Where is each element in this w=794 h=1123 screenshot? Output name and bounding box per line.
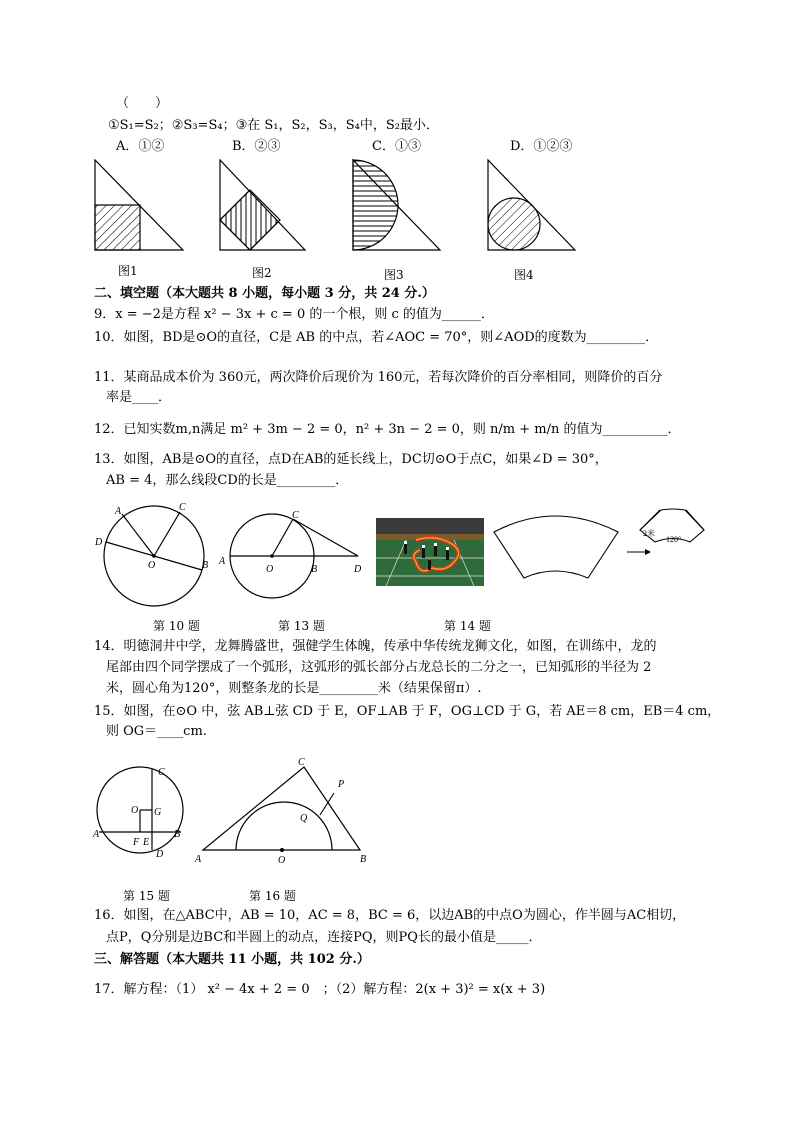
caption-q16: 第 16 题 <box>249 889 296 903</box>
question-15-line-1: 15．如图，在⊙O 中，弦 AB⊥弦 CD 于 E，OF⊥AB 于 F，OG⊥CD 于 G，若 AE＝8 cm，EB＝4 cm， <box>94 704 721 719</box>
option-d: D．①②③ <box>510 139 573 154</box>
caption-q10: 第 10 题 <box>153 619 200 633</box>
question-14-line-2: 尾部由四个同学摆成了一个弧形，这弧形的弧长部分占龙总长的二分之一，已知弧形的半径为 2 <box>106 660 652 675</box>
question-11-line-2: 率是____． <box>106 390 172 405</box>
q13-label-b: B <box>311 564 318 575</box>
q8-figures <box>0 150 794 280</box>
q16-label-a: A <box>195 854 202 865</box>
question-12: 12．已知实数m,n满足 m² + 3m − 2 = 0，n² + 3n − 2 = 0，则 n/m + m/n 的值为__________． <box>94 422 681 437</box>
figure-q10 <box>94 502 208 606</box>
question-16-line-2: 点P，Q分别是边BC和半圆上的动点，连接PQ，则PQ长的最小值是_____． <box>106 930 542 945</box>
caption-q13: 第 13 题 <box>278 619 325 633</box>
q15-label-a: A <box>93 829 100 840</box>
question-13-line-2: AB = 4，那么线段CD的长是_________． <box>106 473 349 488</box>
figure-q16 <box>194 757 366 866</box>
q15-label-b: B <box>174 829 181 840</box>
q13-label-a: A <box>219 556 226 567</box>
q15-label-e: E <box>143 837 150 848</box>
figure-3-caption: 图3 <box>384 268 404 282</box>
question-14-line-3: 米，圆心角为120°，则整条龙的长是_________米（结果保留π）. <box>106 681 482 696</box>
caption-q14: 第 14 题 <box>444 619 491 633</box>
figure-1-caption: 图1 <box>118 264 138 278</box>
q10-label-d: D <box>95 537 103 548</box>
figure-2-caption: 图2 <box>252 266 272 280</box>
q16-label-b: B <box>360 854 367 865</box>
question-17: 17．解方程：（1） x² − 4x + 2 = 0 ；（2）解方程：2(x + 3)² = x(x + 3) <box>94 982 546 997</box>
section-3-heading: 三、解答题（本大题共 11 小题，共 102 分.） <box>94 952 370 967</box>
q15-label-c: C <box>158 767 165 778</box>
figure-2 <box>220 160 305 250</box>
q13-label-d: D <box>354 564 362 575</box>
figure-3 <box>353 160 440 250</box>
q8-options: ①S₁=S₂；②S₃=S₄；③在 S₁，S₂，S₃，S₄中，S₂最小． <box>108 118 439 133</box>
question-11-line-1: 11．某商品成本价为 360元，两次降价后现价为 160元，若每次降价的百分率相同，则降价的百分 <box>94 370 663 385</box>
question-10: 10．如图，BD是⊙O的直径，C是 AB 的中点，若∠AOC = 70°，则∠AOD的度数为_________． <box>94 330 659 345</box>
sector-radius-label: 2米 <box>643 529 655 538</box>
question-14-line-1: 14．明德洞井中学，龙舞腾盛世，强健学生体魄，传承中华传统龙狮文化，如图，在训练中，龙的 <box>94 639 657 654</box>
q10-label-a: A <box>115 506 122 517</box>
question-15-line-2: 则 OG＝____cm. <box>106 724 207 739</box>
question-13-line-1: 13．如图，AB是⊙O的直径，点D在AB的延长线上，DC切⊙O于点C，如果∠D = 30°， <box>94 452 608 467</box>
q10-label-b: B <box>202 560 209 571</box>
dragon-dance-photo <box>376 518 484 586</box>
q16-label-c: C <box>298 757 305 768</box>
q13-label-o: O <box>266 564 274 575</box>
caption-q15: 第 15 题 <box>123 889 170 903</box>
sector-angle-label: 120° <box>666 535 682 544</box>
figure-q14-sectors <box>494 509 704 578</box>
q10-label-o: O <box>148 560 156 571</box>
option-c: C．①③ <box>372 139 421 154</box>
question-9: 9．x = −2是方程 x² − 3x + c = 0 的一个根，则 c 的值为______． <box>94 307 494 322</box>
q10-label-c: C <box>179 502 186 513</box>
figure-4-caption: 图4 <box>514 268 534 282</box>
section-2-heading: 二、填空题（本大题共 8 小题，每小题 3 分，共 24 分.） <box>94 286 435 301</box>
q16-label-q: Q <box>300 813 308 824</box>
figure-q13 <box>218 510 362 598</box>
q15-label-f: F <box>133 837 140 848</box>
q15-label-o: O <box>131 805 139 816</box>
option-b: B．②③ <box>232 139 281 154</box>
q16-label-o: O <box>278 855 286 866</box>
q15-q16-figures <box>0 755 794 865</box>
q16-label-p: P <box>338 779 345 790</box>
question-16-line-1: 16．如图，在△ABC中，AB = 10，AC = 8，BC = 6，以边AB的中点O为圆心，作半圆与AC相切， <box>94 908 686 923</box>
q15-label-g: G <box>154 807 162 818</box>
option-a: A．①② <box>116 139 165 154</box>
figure-q15 <box>92 767 183 860</box>
figure-1 <box>95 160 183 250</box>
q13-label-c: C <box>292 510 299 521</box>
q15-label-d: D <box>156 849 164 860</box>
figure-4 <box>488 160 575 250</box>
answer-paren: （ ） <box>116 96 169 111</box>
